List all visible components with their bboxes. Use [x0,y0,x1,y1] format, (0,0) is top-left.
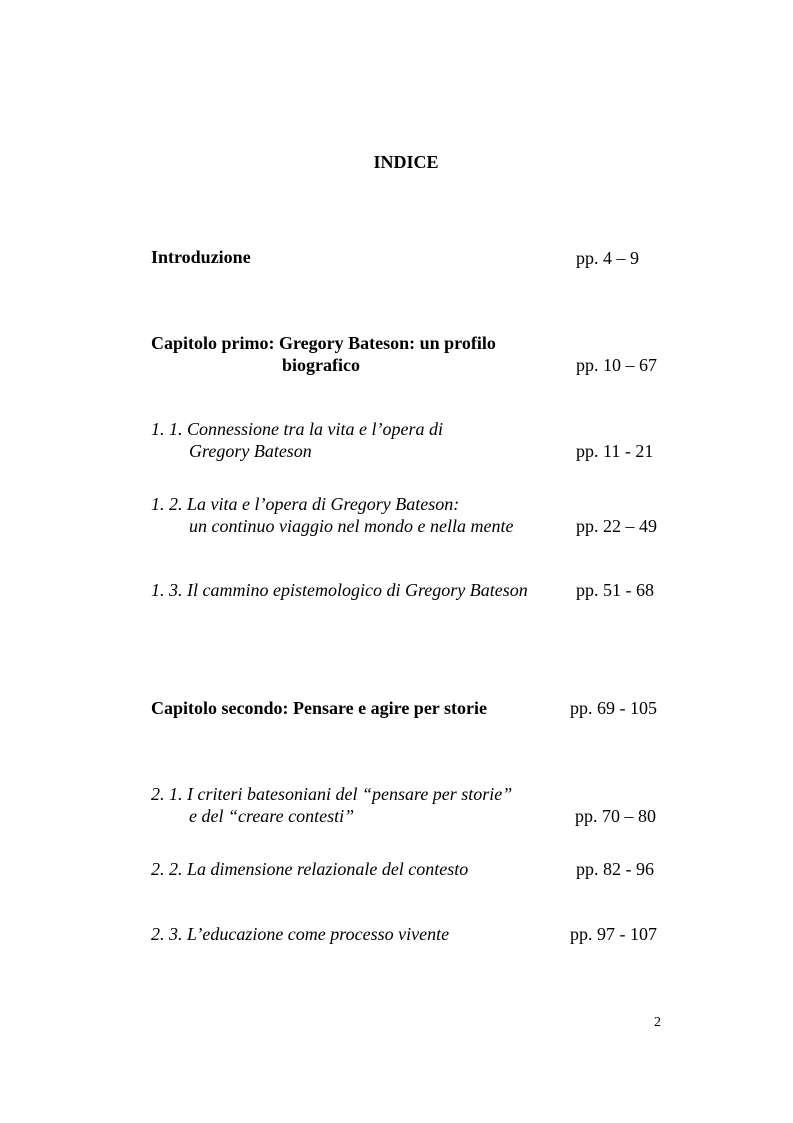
toc-chapter-1-label-line-2: biografico [282,355,360,375]
page-title: INDICE [373,152,439,172]
toc-section-1-1-pages: pp. 11 - 21 [576,441,654,461]
toc-section-2-2-label: 2. 2. La dimensione relazionale del contesto [151,859,469,879]
toc-section-2-1-pages: pp. 70 – 80 [575,806,656,826]
toc-section-1-3-label: 1. 3. Il cammino epistemologico di Gregory Bateson [151,580,528,600]
toc-section-2-3-pages: pp. 97 - 107 [570,924,657,944]
toc-section-1-2-pages: pp. 22 – 49 [576,516,657,536]
toc-entry-introduzione-label: Introduzione [151,247,251,267]
page-number: 2 [654,1015,661,1030]
toc-section-2-3-label: 2. 3. L’educazione come processo vivente [151,924,450,944]
toc-section-1-1-label-line-2: Gregory Bateson [189,441,312,461]
toc-section-2-2-pages: pp. 82 - 96 [576,859,654,879]
toc-chapter-2-label: Capitolo secondo: Pensare e agire per storie [151,698,487,718]
toc-chapter-1-label-line-1: Capitolo primo: Gregory Bateson: un profilo [151,333,496,353]
toc-chapter-1-pages: pp. 10 – 67 [576,355,657,375]
toc-section-1-1-label-line-1: 1. 1. Connessione tra la vita e l’opera di [151,419,443,439]
toc-section-1-2-label-line-2: un continuo viaggio nel mondo e nella mente [189,516,514,536]
toc-chapter-2-pages: pp. 69 - 105 [570,698,657,718]
toc-section-2-1-label-line-1: 2. 1. I criteri batesoniani del “pensare per storie” [151,784,513,804]
toc-section-2-1-label-line-2: e del “creare contesti” [189,806,355,826]
toc-section-1-3-pages: pp. 51 - 68 [576,580,654,600]
toc-entry-introduzione-pages: pp. 4 – 9 [576,248,639,268]
toc-section-1-2-label-line-1: 1. 2. La vita e l’opera di Gregory Bateson: [151,494,460,514]
